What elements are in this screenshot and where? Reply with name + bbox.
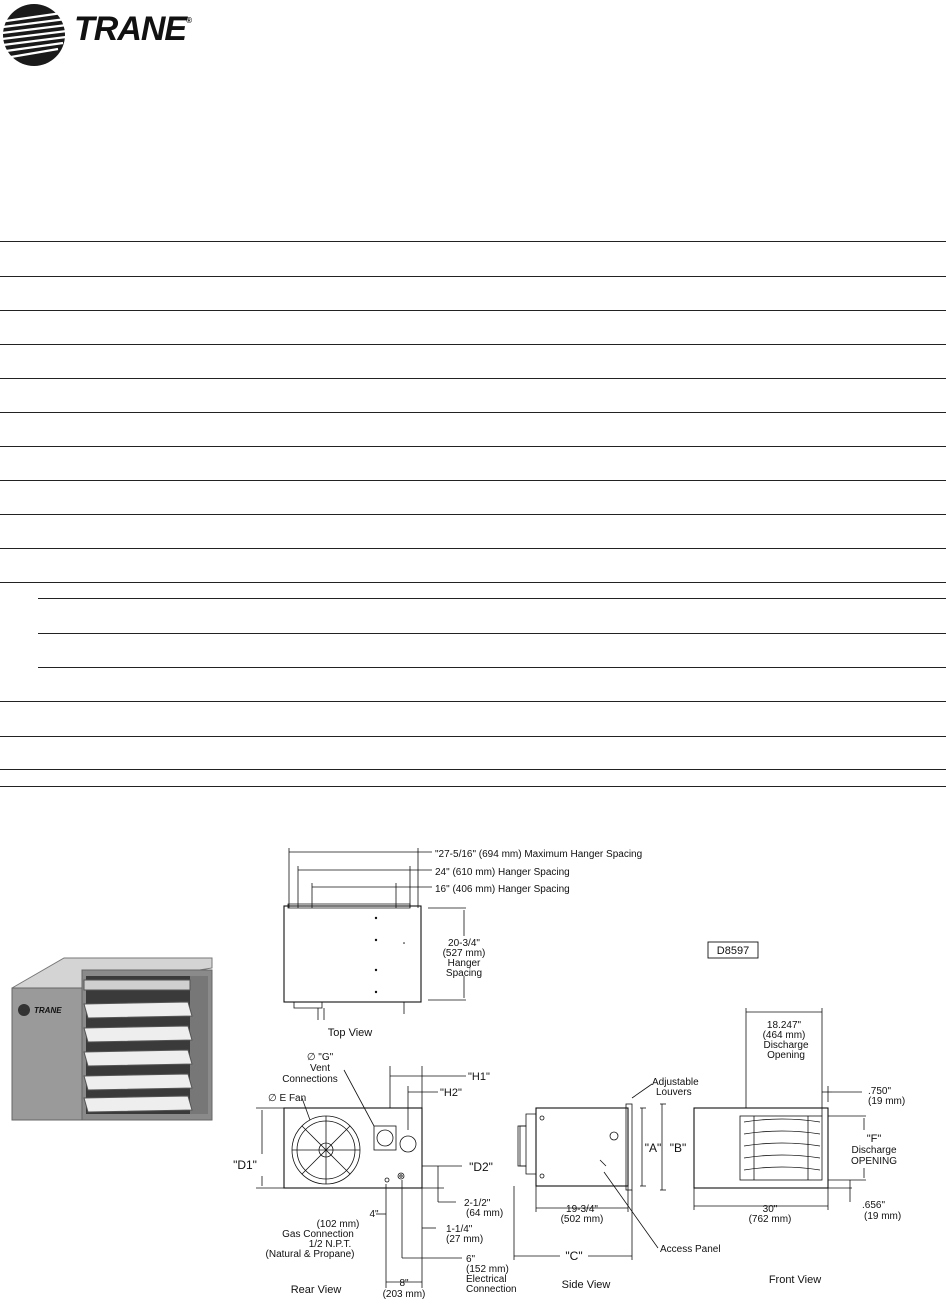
side-view-title: Side View [561, 1279, 611, 1291]
b-dim-label: "B" [669, 1141, 687, 1155]
dimension-figure [0, 830, 946, 1306]
photo-badge: TRANE [34, 1006, 62, 1015]
table-rule [0, 241, 946, 242]
table-rule [0, 736, 946, 737]
dim-8-label: 8" [399, 1278, 409, 1289]
f-dim-label: "F" [866, 1133, 882, 1145]
rear-view [233, 1052, 517, 1300]
depth-dim-caption: Hanger [447, 958, 481, 969]
electrical-label: Electrical [466, 1274, 507, 1285]
access-panel-label: Access Panel [660, 1244, 721, 1255]
a-dim-label: "A" [644, 1141, 662, 1155]
c-dim-label: "C" [565, 1249, 583, 1263]
drawing-code [708, 942, 758, 958]
d2-label: "D2" [469, 1160, 493, 1174]
front-view [694, 1008, 905, 1286]
front-width-label: 30" [762, 1204, 778, 1215]
bottom-dim-label: .656" [862, 1200, 886, 1211]
trane-badge-icon [18, 1004, 30, 1016]
edge-dim-label: .750" [868, 1086, 892, 1097]
table-subrule [38, 633, 946, 634]
depth-dim-label: 20-3/4" [448, 938, 480, 949]
louvers-label: Adjustable [652, 1077, 699, 1088]
rear-view-title: Rear View [290, 1284, 342, 1296]
hanger-24-label: 24" (610 mm) Hanger Spacing [435, 867, 570, 878]
table-rule [0, 701, 946, 702]
front-view-title: Front View [768, 1274, 822, 1286]
table-rule [0, 276, 946, 277]
max-hanger-label: "27-5/16" (694 mm) Maximum Hanger Spacing [435, 849, 643, 860]
opening-width-caption-2: Opening [767, 1050, 805, 1061]
side-depth-label: 19-3/4" [566, 1204, 598, 1215]
h2-label: "H2" [440, 1087, 462, 1099]
trane-globe-icon [0, 0, 72, 70]
dim-125-metric: (27 mm) [446, 1234, 484, 1245]
depth-dim-metric: (527 mm) [442, 948, 486, 959]
table-rule [0, 480, 946, 481]
unit-heater-photo [12, 958, 212, 1120]
table-rule [0, 446, 946, 447]
table-rule [0, 310, 946, 311]
opening-width-label: 18.247" [766, 1020, 802, 1031]
table-rule [0, 344, 946, 345]
table-rule [0, 786, 946, 787]
gas-npt-label: 1/2 N.P.T. [308, 1239, 352, 1250]
opening-width-caption: Discharge [763, 1040, 809, 1051]
gas-dim-metric: (102 mm) [316, 1219, 360, 1230]
top-view-title: Top View [327, 1027, 373, 1039]
dim-25-label: 2-1/2" [464, 1198, 491, 1209]
table-rule [0, 412, 946, 413]
edge-dim-metric: (19 mm) [868, 1096, 906, 1107]
bottom-dim-metric: (19 mm) [864, 1211, 902, 1222]
electrical-label-2: Connection [466, 1284, 517, 1295]
dim-25-metric: (64 mm) [466, 1208, 504, 1219]
table-rule [0, 514, 946, 515]
vent-connections-label: ∅ "G" [306, 1052, 334, 1063]
electrical-dim-label: 6" [466, 1254, 476, 1265]
dimension-drawing [0, 830, 946, 1306]
fan-label: ∅ E Fan [268, 1093, 307, 1104]
side-depth-metric: (502 mm) [560, 1214, 604, 1225]
brand-name: TRANE® [74, 10, 192, 48]
electrical-dim-metric: (152 mm) [466, 1264, 509, 1275]
vent-connections-caption-2: Connections [282, 1074, 338, 1085]
front-width-metric: (762 mm) [748, 1214, 792, 1225]
dim-125-label: 1-1/4" [446, 1224, 473, 1235]
f-dim-caption: Discharge [851, 1145, 897, 1156]
dim-8-metric: (203 mm) [382, 1289, 426, 1300]
drawing-code-label: D8597 [716, 945, 750, 957]
table-subrule [38, 667, 946, 668]
vent-connections-caption: Vent [309, 1063, 331, 1074]
top-view [284, 848, 642, 1039]
table-rule [0, 769, 946, 770]
gas-fuel-label: (Natural & Propane) [265, 1249, 355, 1260]
side-view [514, 1077, 721, 1291]
table-subrule [38, 598, 946, 599]
table-rule [0, 582, 946, 583]
h1-label: "H1" [468, 1071, 490, 1083]
d1-label: "D1" [233, 1158, 257, 1172]
hanger-16-label: 16" (406 mm) Hanger Spacing [435, 884, 570, 895]
table-rule [0, 378, 946, 379]
table-rule [0, 548, 946, 549]
gas-connection-label: Gas Connection [282, 1229, 354, 1240]
depth-dim-caption-2: Spacing [445, 968, 483, 979]
opening-width-metric: (464 mm) [762, 1030, 806, 1041]
brand-logo [0, 0, 200, 70]
gas-dim-label: 4" [369, 1209, 379, 1220]
f-dim-caption-2: OPENING [850, 1156, 898, 1167]
louvers-caption: Louvers [656, 1087, 692, 1098]
